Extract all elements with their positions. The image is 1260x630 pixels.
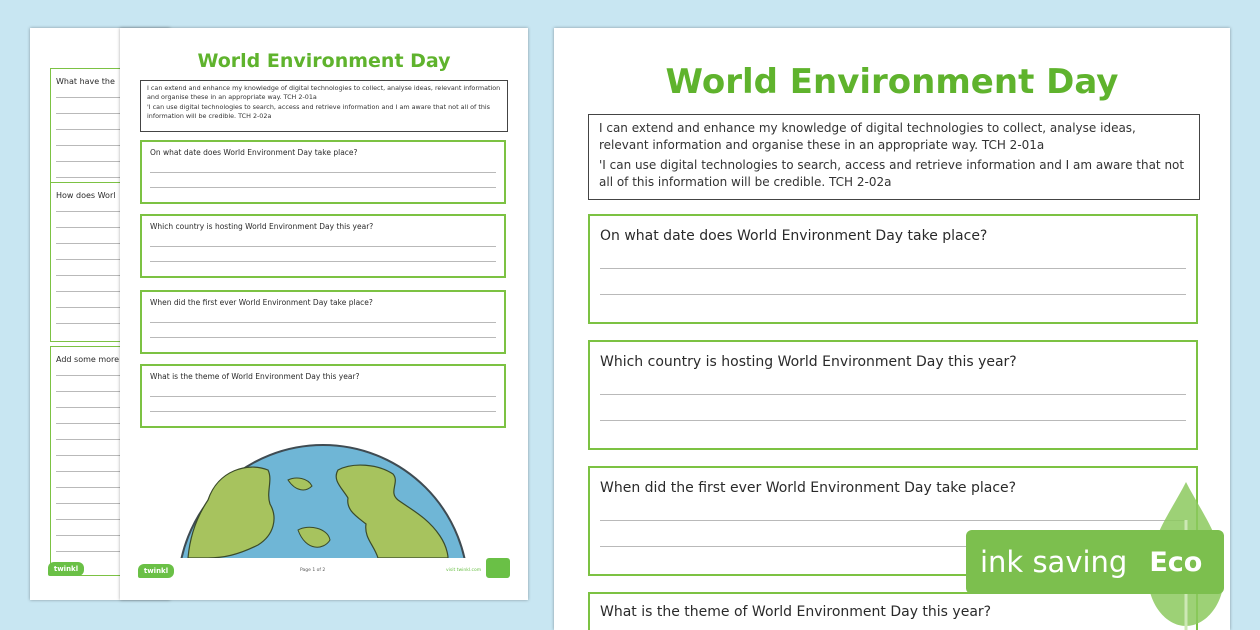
question-text: What is the theme of World Environment Day this year? — [600, 604, 992, 620]
question-box — [140, 214, 506, 278]
question-text: What have the — [56, 77, 115, 86]
worksheet-middle-page — [120, 28, 528, 600]
question-box — [588, 340, 1198, 450]
objective-text: I can extend and enhance my knowledge of digital technologies to collect, analyse ideas, relevant information and organise these in an appropriate way. TCH 2-01a — [599, 121, 1136, 152]
eco-ink-saving-badge — [966, 530, 1224, 594]
twinkl-logo: twinkl — [138, 564, 174, 578]
page-title: World Environment Day — [665, 62, 1119, 102]
question-text: Which country is hosting World Environment Day this year? — [150, 222, 374, 231]
eco-tag: Eco — [1149, 546, 1203, 578]
question-box — [588, 592, 1198, 630]
question-box — [140, 290, 506, 354]
objectives-box — [140, 80, 508, 132]
page-number: Page 1 of 2 — [300, 568, 326, 573]
objectives-box — [588, 114, 1200, 200]
twinkl-logo: twinkl — [48, 562, 84, 576]
page-title: World Environment Day — [197, 50, 451, 72]
question-text: On what date does World Environment Day take place? — [600, 228, 988, 244]
objective-text: I can extend and enhance my knowledge of digital technologies to collect, analyse ideas, relevant information and organise these in an appropriate way. TCH 2-01a — [147, 84, 501, 101]
badge-icon — [486, 558, 510, 578]
question-text: Which country is hosting World Environment Day this year? — [600, 354, 1017, 370]
question-text: How does Worl — [56, 191, 116, 200]
objective-text: 'I can use digital technologies to search, access and retrieve information and I am aware that not all of this information will be credible. TCH 2-02a — [599, 158, 1185, 189]
question-text: When did the first ever World Environment Day take place? — [150, 298, 373, 307]
ink-saving-label: ink saving — [980, 545, 1128, 579]
objective-text: 'I can use digital technologies to search, access and retrieve information and I am aware that not all of this information will be credible. TCH 2-02a — [147, 103, 490, 120]
question-text: Add some more — [56, 355, 120, 364]
question-box — [140, 140, 506, 204]
website-link: visit twinkl.com — [446, 568, 482, 573]
question-text: On what date does World Environment Day take place? — [150, 148, 358, 157]
earth-globe-illustration — [178, 440, 468, 558]
question-text: What is the theme of World Environment Day this year? — [150, 372, 360, 381]
question-box — [140, 364, 506, 428]
question-box — [588, 214, 1198, 324]
question-text: When did the first ever World Environment Day take place? — [600, 480, 1017, 496]
